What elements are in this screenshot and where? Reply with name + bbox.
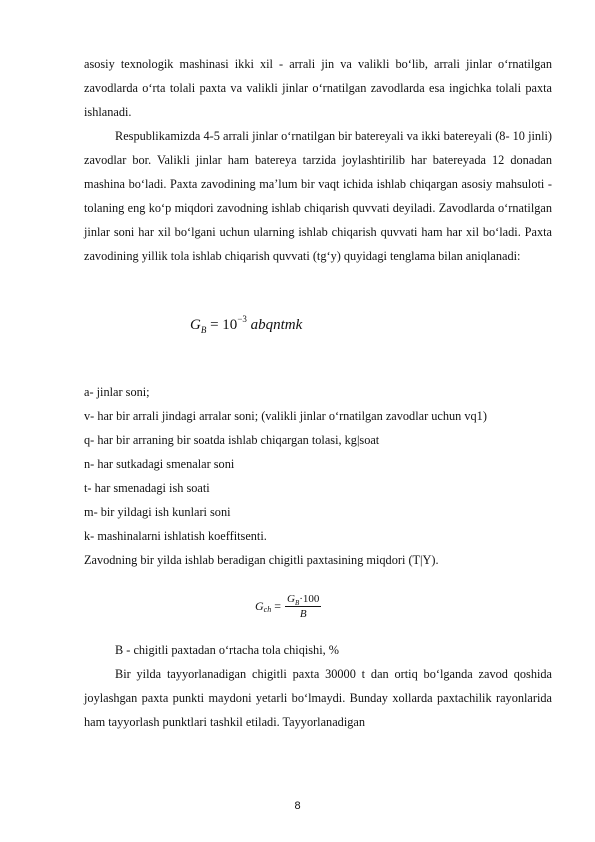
definition-v: v- har bir arrali jindagi arralar soni; (valikli jinlar o‘rnatilgan zavodlar uchun vq1) [84,409,487,423]
formula-production-capacity [190,314,303,335]
paragraph-1: asosiy texnologik mashinasi ikki xil - arrali jin va valikli bo‘lib, arrali jinlar o‘rnatilgan zavodlarda o‘rta tolali paxta va valikli jinlar o‘rnatilgan zavodlarda esa ingichka tolali paxta ishlanadi. [84,57,552,119]
formula2-fraction [285,593,321,620]
formula2-num-g: G [287,593,295,605]
definition-k: k- mashinalarni ishlatish koeffitsenti. [84,529,267,543]
definition-m: m- bir yildagi ish kunlari soni [84,505,231,519]
formula1-exp: −3 [237,314,247,324]
formula2-denominator: B [299,608,307,620]
definition-n: n- har sutkadagi smenalar soni [84,457,235,471]
definition-q: q- har bir arraning bir soatda ishlab chiqargan tolasi, kg|soat [84,433,380,447]
paragraph-2: Respublikamizda 4-5 arrali jinlar o‘rnatilgan bir batereyali va ikki batereyali (8- 10 jinli) zavodlar bor. Valikli jinlar ham batereya tarzida joylashtirilib har batereyada 12 donadan mashina bo‘ladi. Paxta zavodining ma’lum bir vaqt ichida ishlab chiqargan asosiy mahsuloti - tolaning eng ko‘p miqdori zavodning ishlab chiqarish quvvati deyiladi. Zavodlarda o‘rnatilgan jinlar soni har xil bo‘lgani uchun ularning ishlab chiqarish quvvati ham har xil bo‘ladi. Paxta zavodining yillik tola ishlab chiqarish quvvati (tg‘y) quyidagi tenglama bilan aniqlanadi: [84,129,552,263]
paragraph-3: Bir yilda tayyorlanadigan chigitli paxta 30000 t dan ortiq bo‘lganda zavod qoshida joylashgan paxta punkti maydoni yetarli bo‘lmaydi. Bunday xollarda paxtachilik rayonlarida ham tayyorlash punktlari tashkil etiladi. Tayyorlanadigan [84,667,552,729]
formula2-num-sub: B [294,599,300,607]
formula-seed-cotton [255,593,321,620]
definition-b: B - chigitli paxtadan o‘rtacha tola chiqishi, % [115,643,340,657]
formula1-lhs: G [190,317,201,333]
formula2-lhs-sub: ch [263,605,272,614]
formula2-lhs: G [255,599,264,613]
formula1-lhs-sub: B [200,325,207,335]
definition-a: a- jinlar soni; [84,385,150,399]
formula2-eq: = [274,599,282,613]
seed-cotton-intro: Zavodning bir yilda ishlab beradigan chigitli paxtasining miqdori (T|Y). [84,553,439,567]
formula2-num-rest: ·100 [299,593,320,605]
formula1-eq: = 10 [210,317,238,333]
definition-t: t- har smenadagi ish soati [84,481,210,495]
formula1-rhs: abqntmk [250,317,303,333]
page-number: 8 [294,800,301,812]
formula2-numerator [285,593,321,607]
